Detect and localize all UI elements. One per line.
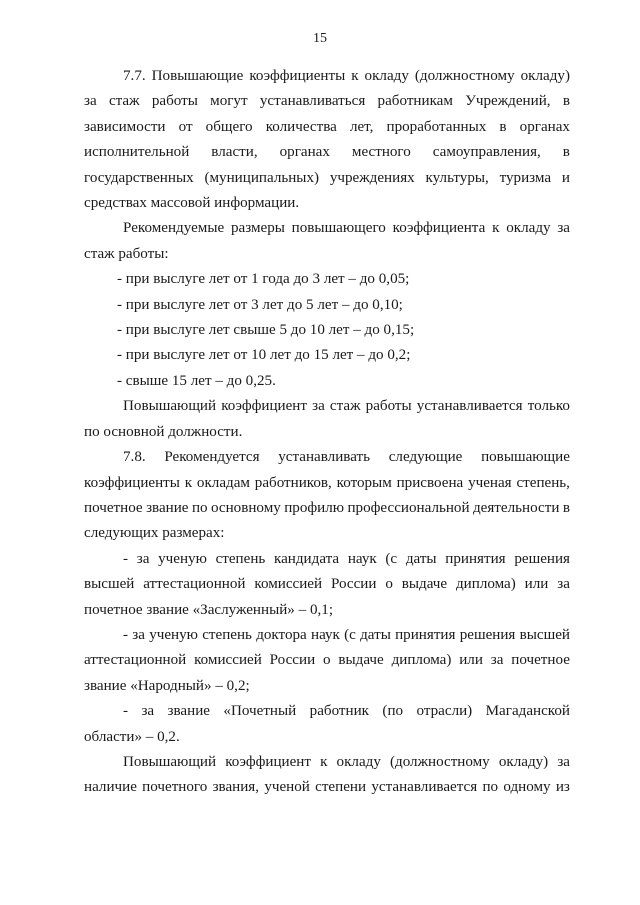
word: Магаданской [485, 703, 570, 720]
word: (с [385, 550, 398, 567]
word: к [351, 68, 359, 84]
word: в [562, 499, 570, 516]
word: повышающие [481, 449, 570, 466]
paragraph-7-8 [84, 445, 570, 547]
word: аттестационной [143, 576, 246, 593]
list-item: - при выслуге лет от 10 лет до 15 лет – до 0,2; [117, 347, 411, 364]
text-line: почетное звание «Заслуженный» – 0,1; [84, 601, 334, 618]
text-line [115, 216, 570, 241]
word: окладу) [520, 68, 570, 84]
list-item: - при выслуге лет от 3 лет до 5 лет – до 0,10; [117, 296, 403, 313]
text-line: средствах массовой информации. [84, 195, 300, 212]
word: коэффициента [392, 220, 486, 237]
word: звание [146, 499, 189, 516]
word: о [385, 576, 393, 593]
word: по [482, 779, 499, 796]
word: (по [382, 703, 404, 720]
word: культуры, [425, 169, 489, 186]
word: наличие [84, 779, 137, 796]
word: выдаче [401, 576, 448, 593]
text-line: по основной должности. [84, 423, 243, 440]
text-line [115, 64, 570, 89]
word: за [84, 93, 97, 110]
paragraph-7-7 [84, 64, 570, 216]
word: (должностному [414, 68, 515, 84]
word: власти, [211, 144, 258, 161]
word: государственных [84, 169, 194, 186]
list-item: - при выслуге лет свыше 5 до 10 лет – до 0,15; [117, 322, 415, 339]
list-item: - при выслуге лет от 1 года до 3 лет – до 0,05; [117, 271, 410, 288]
word: профессиональной [347, 499, 470, 516]
list-item: - свыше 15 лет – до 0,25. [117, 372, 276, 389]
word: учреждениях [329, 169, 415, 186]
word: или [524, 576, 549, 593]
word: звание [167, 703, 210, 720]
text-line [84, 572, 570, 597]
word: коэффициент [225, 753, 311, 770]
word: окладу [364, 68, 409, 84]
word: степень [215, 550, 266, 567]
text-line [115, 547, 570, 572]
text-line [84, 115, 570, 140]
word: 7.7. [123, 68, 146, 84]
word: Повышающий [123, 398, 217, 415]
word: за [557, 220, 570, 237]
document-body [84, 64, 570, 801]
word: степень, [516, 474, 570, 491]
word: России [330, 576, 377, 593]
word: степени [315, 779, 367, 796]
word: кандидата [274, 550, 340, 567]
text-line [115, 750, 570, 775]
word: лет, [349, 118, 374, 135]
word: к [492, 220, 500, 237]
text-line [84, 775, 570, 800]
word: выдаче [338, 652, 384, 669]
word: коэффициенты [249, 68, 346, 84]
word: за [136, 550, 150, 567]
word: наук [347, 550, 377, 567]
word: степень [202, 626, 252, 643]
word: 7.8. [123, 449, 146, 466]
text-line: стаж работы: [84, 245, 169, 262]
word: - [123, 550, 129, 567]
word: за [132, 626, 145, 643]
seniority-list [115, 267, 570, 394]
paragraph-candidate-degree [84, 547, 570, 623]
word: решения [459, 626, 516, 643]
word: общего [205, 118, 253, 135]
word: ученую [158, 550, 207, 567]
word: коэффициент [221, 398, 307, 415]
word: окладу) [498, 753, 549, 770]
word: решения [514, 550, 570, 567]
word: (муниципальных) [204, 169, 320, 186]
word: о [323, 652, 331, 669]
word: даты [360, 626, 391, 643]
word: стаж [329, 398, 361, 415]
word: доктора [256, 626, 307, 643]
word: устанавливается [371, 779, 478, 796]
page-number: 15 [313, 31, 327, 46]
word: местного [351, 144, 411, 161]
text-line [84, 648, 570, 673]
word: могут [210, 93, 248, 110]
word: аттестационной [84, 652, 187, 669]
word: Рекомендуется [164, 449, 260, 466]
word: профилю [284, 499, 345, 516]
word: к [184, 474, 193, 491]
word: работников, [254, 474, 332, 491]
word: окладу [336, 753, 381, 770]
text-line [84, 89, 570, 114]
paragraph-recommended [84, 216, 570, 267]
word: высшей [84, 576, 135, 593]
word: и [561, 169, 570, 186]
text-line [115, 394, 570, 419]
word: работникам [377, 93, 453, 110]
word: высшей [519, 626, 570, 643]
word: за [141, 703, 155, 720]
word: почетного [142, 779, 208, 796]
word: от [178, 118, 193, 135]
word: повышающего [291, 220, 386, 237]
word: принятия [445, 550, 506, 567]
word: работы [365, 398, 412, 415]
paragraph-main-position [84, 394, 570, 445]
text-line [84, 496, 570, 521]
text-line [84, 140, 570, 165]
word: устанавливаться [259, 93, 366, 110]
word: - [123, 626, 129, 643]
word: за [557, 753, 570, 770]
word: работы [151, 93, 198, 110]
word: России [269, 652, 316, 669]
word: исполнительной [84, 144, 190, 161]
word: наук [311, 626, 340, 643]
word: количества [265, 118, 337, 135]
text-line [115, 623, 570, 648]
word: диплома) [455, 576, 516, 593]
word: или [459, 652, 483, 669]
word: самоуправления, [432, 144, 541, 161]
word: проработанных [386, 118, 487, 135]
word: стаж [108, 93, 140, 110]
word: за [557, 576, 570, 593]
word: туризма [499, 169, 552, 186]
word: почетное [84, 499, 143, 516]
word: в [562, 144, 570, 161]
word: деятельности [472, 499, 560, 516]
word: окладам [196, 474, 250, 491]
word: основному [210, 499, 281, 516]
text-line [115, 699, 570, 724]
text-line: звание «Народный» – 0,2; [84, 677, 250, 694]
word: за [312, 398, 325, 415]
word: устанавливать [278, 449, 371, 466]
text-line: следующих размерах: [84, 525, 225, 542]
text-line: области» – 0,2. [84, 728, 180, 745]
word: по [191, 499, 208, 516]
word: только [527, 398, 570, 415]
word: размеры [230, 220, 285, 237]
word: Рекомендуемые [123, 220, 225, 237]
word: принятия [395, 626, 456, 643]
word: Повышающий [123, 753, 217, 770]
word: в [499, 118, 507, 135]
word: одному [503, 779, 551, 796]
word: комиссией [254, 576, 323, 593]
word: (должностному [389, 753, 490, 770]
word: звания, [212, 779, 260, 796]
word: диплома) [391, 652, 452, 669]
word: Повышающие [151, 68, 244, 84]
word: Учреждений, [465, 93, 551, 110]
word: ученую [149, 626, 198, 643]
word: которым [336, 474, 392, 491]
text-line [115, 445, 570, 470]
paragraph-honorary-worker [84, 699, 570, 750]
word: присвоена [396, 474, 464, 491]
word: отрасли) [416, 703, 473, 720]
paragraph-final [84, 750, 570, 801]
word: - [123, 703, 129, 720]
word: «Почетный [223, 703, 297, 720]
word: к [320, 753, 328, 770]
word: (с [344, 626, 356, 643]
word: ученая [468, 474, 512, 491]
word: почетное [511, 652, 570, 669]
word: работник [309, 703, 369, 720]
word: коэффициенты [84, 474, 180, 491]
word: комиссией [194, 652, 262, 669]
word: даты [405, 550, 437, 567]
text-line [84, 471, 570, 496]
word: органах [279, 144, 330, 161]
word: из [555, 779, 570, 796]
paragraph-doctor-degree [84, 623, 570, 699]
word: зависимости [84, 118, 166, 135]
word: окладу [506, 220, 551, 237]
word: следующие [388, 449, 463, 466]
word: ученой [264, 779, 310, 796]
word: в [562, 93, 570, 110]
word: устанавливается [416, 398, 523, 415]
word: за [490, 652, 504, 669]
text-line [84, 166, 570, 191]
word: органах [519, 118, 570, 135]
